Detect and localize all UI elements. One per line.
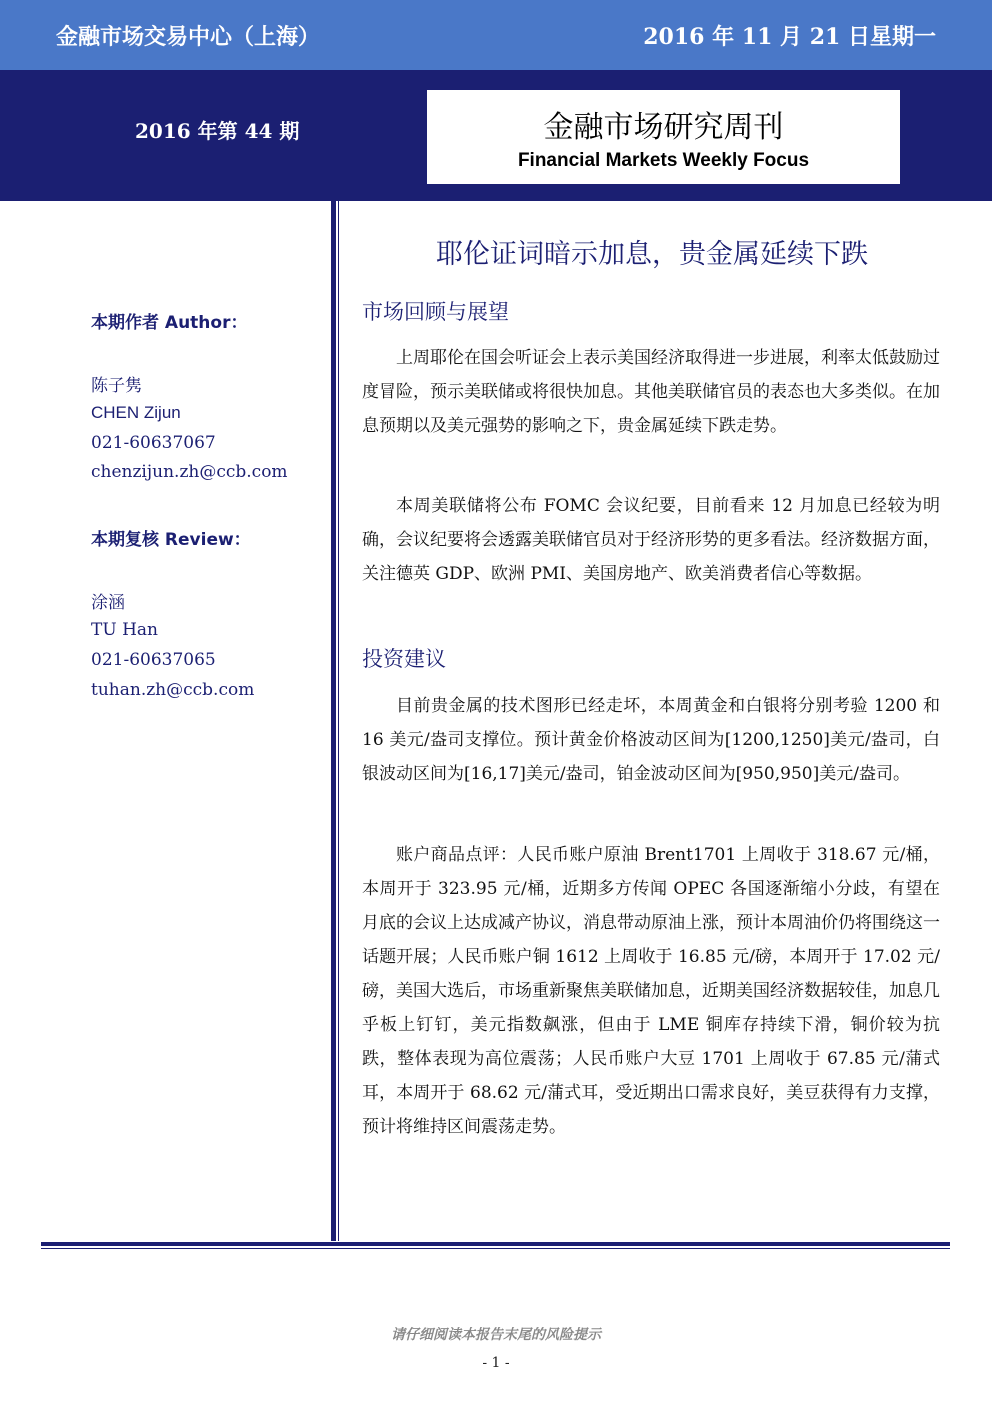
paragraph: 本周美联储将公布 FOMC 会议纪要，目前看来 12 月加息已经较为明确，会议纪要将会透露美联储官员对于经济形势的更多看法。经济数据方面，关注德英 GDP、欧洲 PMI、美国房地产、欧美消费者信心等数据。 <box>362 496 940 584</box>
risk-notice: 请仔细阅读本报告末尾的风险提示 <box>391 1327 601 1343</box>
paragraph: 目前贵金属的技术图形已经走坏，本周黄金和白银将分别考验 1200 和 16 美元/盎司支撑位。预计黄金价格波动区间为[1200,1250]美元/盎司，白银波动区间为[16,17]美元/盎司，铂金波动区间为[950,950]美元/盎司。 <box>362 696 940 784</box>
title-box <box>427 90 900 184</box>
reviewer-name-cn: 涂涵 <box>91 593 125 613</box>
publication-title-en: Financial Markets Weekly Focus <box>517 150 810 171</box>
org-name: 金融市场交易中心（上海） <box>56 25 321 50</box>
reviewer-phone: 021-60637065 <box>91 650 216 670</box>
paragraph: 上周耶伦在国会听证会上表示美国经济取得进一步进展，利率太低鼓励过度冒险，预示美联储或将很快加息。其他美联储官员的表态也大多类似。在加息预期以及美元强势的影响之下，贵金属延续下跌走势。 <box>362 348 940 436</box>
bottom-rule <box>41 1242 950 1246</box>
section-heading-advice: 投资建议 <box>362 647 446 671</box>
author-name-en: CHEN Zijun <box>91 403 181 422</box>
page-number: - 1 - <box>482 1355 510 1371</box>
column-divider <box>331 201 336 1241</box>
section-heading-review: 市场回顾与展望 <box>362 300 509 324</box>
author-heading: 本期作者 Author： <box>91 313 248 333</box>
publication-title-cn: 金融市场研究周刊 <box>543 110 784 145</box>
column-divider-thin <box>338 201 339 1241</box>
issue-number: 2016 年第 44 期 <box>135 119 300 143</box>
author-phone: 021-60637067 <box>91 433 216 453</box>
reviewer-email[interactable]: tuhan.zh@ccb.com <box>91 680 255 700</box>
article-headline: 耶伦证词暗示加息，贵金属延续下跌 <box>436 239 868 270</box>
author-email[interactable]: chenzijun.zh@ccb.com <box>91 462 288 482</box>
author-name-cn: 陈子隽 <box>91 376 142 396</box>
reviewer-name-en: TU Han <box>91 620 158 640</box>
review-heading: 本期复核 Review： <box>91 530 251 550</box>
bottom-rule-thin <box>41 1248 950 1249</box>
title-band <box>0 70 992 201</box>
top-bar <box>0 0 992 70</box>
report-date: 2016 年 11 月 21 日星期一 <box>643 24 936 50</box>
paragraph: 账户商品点评：人民币账户原油 Brent1701 上周收于 318.67 元/桶，本周开于 323.95 元/桶，近期多方传闻 OPEC 各国逐渐缩小分歧，有望在月底的会议上达成减产协议，消息带动原油上涨，预计本周油价仍将围绕这一话题开展；人民币账户铜 1612 上周收于 16.85 元/磅，本周开于 17.02 元/磅，美国大选后，市场重新聚焦美联储加息，近期美国经济数据较佳，加息几乎板上钉钉，美元指数飙涨，但由于 LME 铜库存持续下滑，铜价较为抗跌，整体表现为高位震荡；人民币账户大豆 1701 上周收于 67.85 元/蒲式耳，本周开于 68.62 元/蒲式耳，受近期出口需求良好，美豆获得有力支撑，预计将维持区间震荡走势。 <box>362 845 940 1137</box>
